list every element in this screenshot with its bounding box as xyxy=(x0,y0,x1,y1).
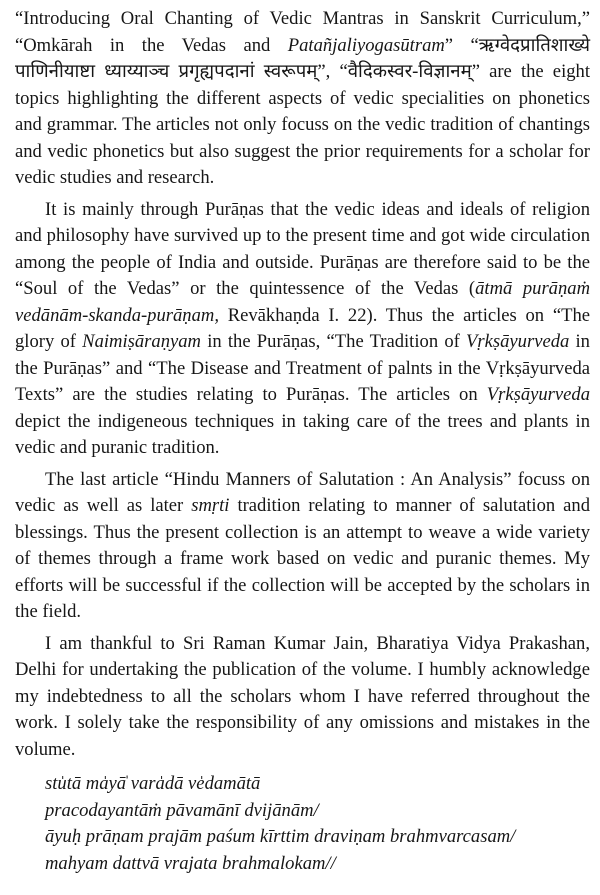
italic-term: Vṛkṣāyurveda xyxy=(466,331,570,352)
italic-term: Naimiṣāraṇyam xyxy=(82,331,201,352)
text-run: The last article “Hindu Manners of Salutation : An Analysis” focuss on vedic as well as later xyxy=(15,468,590,516)
italic-term: Patañjaliyogasūtram xyxy=(287,34,445,56)
text-run: depict the indigeneous techniques in taking care of the trees and plants in vedic and puranic tradition. xyxy=(15,410,590,458)
text-run: ” “ऋग्वेदप्रातिशाख्ये पाणिनीयाष्टा ध्याय्याञ्च प्रगृह्यपदानां स्वरूपम्”, “वैदिकस्वर-विज्ञानम्” are the eight topics highlighting the different aspects of vedic specialities on phonetics and grammar. The articles not only focuss on the vedic tradition of chantings and vedic phonetics but also suggest the prior requirements for a scholar for vedic studies and research. xyxy=(15,34,590,188)
body-text xyxy=(15,6,590,763)
italic-term: smṛti xyxy=(191,495,230,516)
text-run: “Introducing Oral Chanting of Vedic Mantras in Sanskrit Curriculum,” “Omkārah in the Vedas and xyxy=(15,8,590,56)
italic-term: Vṛkṣāyurveda xyxy=(486,384,590,405)
verse-line: mahyam dattvā vrajata brahmalokam// xyxy=(45,852,336,874)
verse-line: stu̍tā ma̍yā̍ vara̍dā ve̍damātā xyxy=(45,773,261,794)
paragraph xyxy=(15,467,590,626)
text-run: Revākhaṇda I. 22). Thus the articles on “The glory of xyxy=(15,304,590,352)
text-run: tradition relating to manner of salutation and blessings. Thus the present collection is an attempt to weave a wide variety of themes through a frame work based on vedic and puranic themes. My efforts will be successful if the collection will be accepted by the scholars in the field. xyxy=(15,495,590,622)
paragraph xyxy=(15,197,590,462)
text-run: in the Purāṇas, “The Tradition of xyxy=(200,331,467,352)
verse-line: āyuḥ prāṇam prajām paśum kīrttim draviṇam brahmvarcasam/ xyxy=(45,826,516,847)
verse-line: pracodayantāṁ pāvamānī dvijānām/ xyxy=(45,799,319,821)
text-run: It is mainly through Purāṇas that the vedic ideas and ideals of religion and philosophy have survived up to the present time and got wide circulation among the people of India and outside. Purāṇas are therefore said to be the “Soul of the Vedas” or the quintessence of the Vedas ( xyxy=(15,198,590,299)
paragraph xyxy=(15,6,590,192)
text-run: in the Purāṇas” and “The Disease and Treatment of palnts in the Vṛkṣāyurveda Texts” are the studies relating to Purāṇas. The articles on xyxy=(15,331,590,405)
text-run: I am thankful to Sri Raman Kumar Jain, Bharatiya Vidya Prakashan, Delhi for undertaking the publication of the volume. I humbly acknowledge my indebtedness to all the scholars whom I have referred throughout the work. I solely take the responsibility of any omissions and mistakes in the volume. xyxy=(15,632,590,760)
italic-term: ātmā purāṇaṁ vedānām-skanda-purāṇam, xyxy=(15,278,590,326)
verse-block xyxy=(15,771,590,877)
paragraph xyxy=(15,631,590,764)
